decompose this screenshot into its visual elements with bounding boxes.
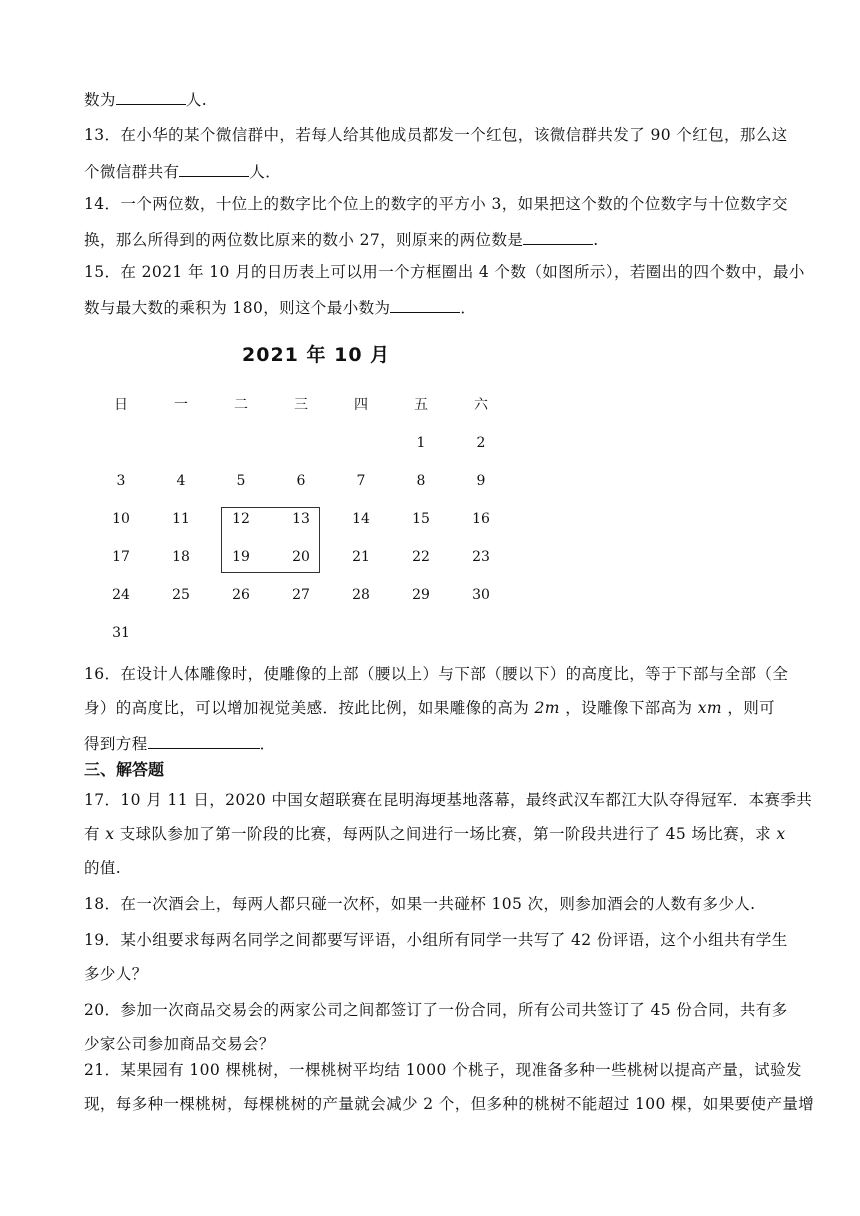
calendar-day: 5 <box>236 473 246 489</box>
question-16-line-2 <box>84 698 775 718</box>
question-17-line-3: 的值. <box>84 859 122 877</box>
question-13-line-1: 13．在小华的某个微信群中，若每人给其他成员都发一个红包，该微信群共发了 90 个红包，那么这 <box>84 126 788 144</box>
calendar-weekday: 四 <box>354 397 368 413</box>
calendar-figure <box>100 330 520 660</box>
calendar-day: 30 <box>472 587 490 603</box>
calendar-weekday: 一 <box>174 397 188 413</box>
question-17-line-1: 17．10 月 11 日，2020 中国女超联赛在昆明海埂基地落幕，最终武汉车都江大队夺得冠军．本赛季共 <box>84 791 813 809</box>
text: 得到方程 <box>84 735 148 753</box>
text: 人． <box>249 163 282 181</box>
text: 数与最大数的乘积为 180，则这个最小数为 <box>84 299 391 317</box>
answer-blank <box>179 160 249 177</box>
text: ． <box>460 299 477 317</box>
calendar-selection-box <box>221 507 320 573</box>
calendar-day: 23 <box>472 549 490 565</box>
calendar-day: 4 <box>176 473 186 489</box>
calendar-day: 11 <box>172 511 190 527</box>
question-15-line-1: 15．在 2021 年 10 月的日历表上可以用一个方框圈出 4 个数（如图所示），若圈出的四个数中，最小 <box>84 263 805 281</box>
text: 换，那么所得到的两位数比原来的数小 27，则原来的两位数是 <box>84 231 524 249</box>
math-variable: x <box>776 825 786 843</box>
text: 人. <box>185 91 208 109</box>
calendar-day: 12 <box>232 511 250 527</box>
answer-blank <box>523 228 593 245</box>
calendar-day: 24 <box>112 587 130 603</box>
calendar-day: 13 <box>292 511 310 527</box>
answer-blank <box>116 88 186 105</box>
calendar-day: 10 <box>112 511 130 527</box>
calendar-day: 16 <box>472 511 490 527</box>
calendar-day: 19 <box>232 549 250 565</box>
question-19-line-2: 多少人？ <box>84 965 148 983</box>
question-16-line-1: 16．在设计人体雕像时，使雕像的上部（腰以上）与下部（腰以下）的高度比，等于下部与全部（全 <box>84 665 789 683</box>
calendar-day: 9 <box>476 473 486 489</box>
calendar-day: 26 <box>232 587 250 603</box>
calendar-day: 3 <box>116 473 126 489</box>
text: ． <box>259 735 276 753</box>
question-14-line-1: 14．一个两位数，十位上的数字比个位上的数字的平方小 3，如果把这个数的个位数字与十位数字交 <box>84 195 788 213</box>
question-18-line-1: 18．在一次酒会上，每两人都只碰一次杯，如果一共碰杯 105 次，则参加酒会的人数有多少人. <box>84 895 756 913</box>
question-21-line-1: 21．某果园有 100 棵桃树，一棵桃树平均结 1000 个桃子，现准备多种一些桃树以提高产量，试验发 <box>84 1061 802 1079</box>
text: ，设雕像下部高为 <box>559 699 698 717</box>
calendar-day: 21 <box>352 549 370 565</box>
answer-blank <box>148 732 260 749</box>
question-17-line-2 <box>84 824 785 844</box>
question-21-line-2: 现，每多种一棵桃树，每棵桃树的产量就会减少 2 个，但多种的桃树不能超过 100 棵，如果要使产量增 <box>84 1095 815 1113</box>
calendar-day: 25 <box>172 587 190 603</box>
question-20-line-1: 20．参加一次商品交易会的两家公司之间都签订了一份合同，所有公司共签订了 45 份合同，共有多 <box>84 1001 788 1019</box>
question-14-line-2 <box>84 228 599 250</box>
calendar-day: 14 <box>352 511 370 527</box>
calendar-weekday: 六 <box>474 397 488 413</box>
calendar-day: 1 <box>416 435 426 451</box>
question-15-line-2 <box>84 296 476 318</box>
calendar-weekday: 二 <box>234 397 248 413</box>
answer-blank <box>390 296 460 313</box>
calendar-day: 27 <box>292 587 310 603</box>
text: 支球队参加了第一阶段的比赛，每两队之间进行一场比赛，第一阶段共进行了 45 场比赛，求 <box>114 825 777 843</box>
calendar-day: 8 <box>416 473 426 489</box>
calendar-weekday: 五 <box>414 397 428 413</box>
q12-tail-line <box>84 88 207 110</box>
text: . <box>593 231 599 249</box>
section-heading: 三、解答题 <box>84 760 165 779</box>
calendar-day: 29 <box>412 587 430 603</box>
calendar-day: 7 <box>356 473 366 489</box>
calendar-day: 18 <box>172 549 190 565</box>
question-16-line-3 <box>84 732 276 754</box>
calendar-day: 17 <box>112 549 130 565</box>
math-expression: 2m <box>534 699 560 717</box>
calendar-weekday: 日 <box>114 397 128 413</box>
calendar-day: 28 <box>352 587 370 603</box>
question-19-line-1: 19．某小组要求每两名同学之间都要写评语，小组所有同学一共写了 42 份评语，这个小组共有学生 <box>84 931 788 949</box>
calendar-day: 2 <box>476 435 486 451</box>
calendar-day: 15 <box>412 511 430 527</box>
calendar-day: 20 <box>292 549 310 565</box>
question-20-line-2: 少家公司参加商品交易会？ <box>84 1035 275 1053</box>
calendar-weekday: 三 <box>294 397 308 413</box>
question-13-line-2 <box>84 160 281 182</box>
calendar-day: 31 <box>112 625 130 641</box>
text: 数为 <box>84 91 116 109</box>
math-expression: xm <box>697 699 722 717</box>
text: ，则可 <box>722 699 776 717</box>
calendar-day: 6 <box>296 473 306 489</box>
calendar-day: 22 <box>412 549 430 565</box>
math-variable: x <box>105 825 115 843</box>
text: 身）的高度比，可以增加视觉美感．按此比例，如果雕像的高为 <box>84 699 535 717</box>
text: 个微信群共有 <box>84 163 180 181</box>
calendar-title: 2021 年 10 月 <box>242 344 391 366</box>
text: 有 <box>84 825 106 843</box>
